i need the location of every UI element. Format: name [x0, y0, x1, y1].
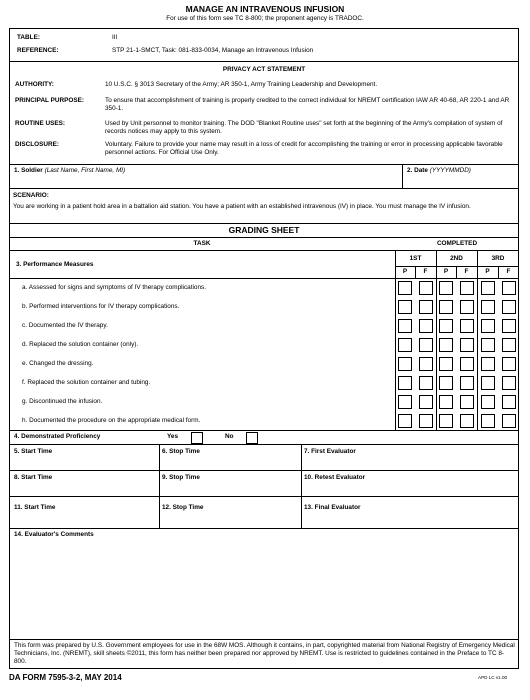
reference-value: STP 21-1-SMCT, Task: 081-833-0034, Manage an Intravenous Infusion: [112, 47, 314, 54]
measure-d-pass-checkbox[interactable]: [481, 338, 495, 352]
measure-h-pass-checkbox[interactable]: [439, 414, 453, 428]
scenario-label: SCENARIO:: [13, 192, 49, 199]
date-hint: (YYYYMMDD): [429, 167, 471, 174]
measure-a-pass-checkbox[interactable]: [481, 281, 495, 295]
measure-f-fail-checkbox[interactable]: [502, 376, 516, 390]
measure-a-pass-checkbox[interactable]: [398, 281, 412, 295]
pf-label: F: [423, 268, 428, 275]
start-time-8-field[interactable]: 8. Start Time: [14, 474, 53, 481]
pf-label: P: [443, 268, 449, 275]
start-time-5-field[interactable]: 5. Start Time: [14, 448, 53, 455]
measure-f-pass-checkbox[interactable]: [481, 376, 495, 390]
measure-h-fail-checkbox[interactable]: [419, 414, 433, 428]
measure-a-fail-checkbox[interactable]: [419, 281, 433, 295]
measure-b-pass-checkbox[interactable]: [398, 300, 412, 314]
measure-c-fail-checkbox[interactable]: [419, 319, 433, 333]
measure-g-pass-checkbox[interactable]: [398, 395, 412, 409]
measure-b-fail-checkbox[interactable]: [419, 300, 433, 314]
performance-measure-item: f. Replaced the solution container and tubing.: [22, 379, 151, 386]
measure-c-fail-checkbox[interactable]: [460, 319, 474, 333]
measure-g-fail-checkbox[interactable]: [419, 395, 433, 409]
performance-measure-item: d. Replaced the solution container (only).: [22, 341, 139, 348]
completed-header: COMPLETED: [436, 240, 478, 247]
measure-c-pass-checkbox[interactable]: [439, 319, 453, 333]
table-value: III: [112, 34, 118, 41]
performance-measure-item: a. Assessed for signs and symptoms of IV therapy complications.: [22, 284, 206, 291]
pf-label: P: [402, 268, 408, 275]
disclosure-text: Voluntary. Failure to provide your name may result in a loss of credit for accomplishing the training or error in processing applicable favorable personnel actions. For Official Use Only.: [105, 141, 503, 156]
pf-label: F: [464, 268, 469, 275]
performance-measure-item: h. Documented the procedure on the appropriate medical form.: [22, 417, 201, 424]
form-title: MANAGE AN INTRAVENOUS INFUSION: [185, 4, 345, 14]
scenario-text: You are working in a patient hold area in a battalion aid station. You have a patient with an established intravenous (IV) in place. You must manage the IV infusion.: [13, 203, 471, 210]
measure-h-pass-checkbox[interactable]: [481, 414, 495, 428]
proficiency-no-checkbox[interactable]: [246, 432, 258, 444]
measure-e-pass-checkbox[interactable]: [398, 357, 412, 371]
measure-c-pass-checkbox[interactable]: [398, 319, 412, 333]
performance-measure-item: g. Discontinued the infusion.: [22, 398, 103, 405]
proficiency-yes-checkbox[interactable]: [191, 432, 203, 444]
measure-h-fail-checkbox[interactable]: [460, 414, 474, 428]
measure-b-pass-checkbox[interactable]: [481, 300, 495, 314]
measure-b-fail-checkbox[interactable]: [502, 300, 516, 314]
authority-text: 10 U.S.C. § 3013 Secretary of the Army; AR 350-1, Army Training Leadership and Development.: [105, 81, 378, 88]
measure-c-fail-checkbox[interactable]: [502, 319, 516, 333]
attempt-1st: 1ST: [409, 255, 422, 262]
measure-h-fail-checkbox[interactable]: [502, 414, 516, 428]
authority-label: AUTHORITY:: [15, 81, 54, 88]
measure-a-pass-checkbox[interactable]: [439, 281, 453, 295]
soldier-field[interactable]: [14, 167, 399, 187]
performance-measure-item: b. Performed interventions for IV therapy complications.: [22, 303, 180, 310]
date-field[interactable]: [407, 167, 515, 187]
proficiency-yes-label: Yes: [167, 433, 179, 440]
attempt-2nd: 2ND: [450, 255, 463, 262]
measure-c-pass-checkbox[interactable]: [481, 319, 495, 333]
attempt-3rd: 3RD: [491, 255, 505, 262]
measure-f-pass-checkbox[interactable]: [398, 376, 412, 390]
measure-a-fail-checkbox[interactable]: [502, 281, 516, 295]
measure-g-fail-checkbox[interactable]: [502, 395, 516, 409]
date-label: 2. Date: [407, 167, 428, 174]
table-label: TABLE:: [17, 34, 40, 41]
measure-e-fail-checkbox[interactable]: [419, 357, 433, 371]
principal-purpose-label: PRINCIPAL PURPOSE:: [15, 97, 85, 104]
stop-time-9-field[interactable]: 9. Stop Time: [162, 474, 200, 481]
measure-g-pass-checkbox[interactable]: [481, 395, 495, 409]
comments-label: 14. Evaluator's Comments: [14, 531, 94, 538]
performance-measures-label: 3. Performance Measures: [16, 261, 94, 268]
soldier-label: 1. Soldier: [14, 167, 43, 174]
measure-e-pass-checkbox[interactable]: [439, 357, 453, 371]
soldier-hint: (Last Name, First Name, MI): [44, 167, 126, 174]
pf-label: F: [506, 268, 511, 275]
grading-sheet-title: GRADING SHEET: [228, 225, 300, 235]
measure-e-pass-checkbox[interactable]: [481, 357, 495, 371]
measure-d-fail-checkbox[interactable]: [419, 338, 433, 352]
form-id: DA FORM 7595-3-2, MAY 2014: [9, 673, 122, 682]
pf-label: P: [485, 268, 490, 275]
form-subtitle: For use of this form see TC 8-800; the proponent agency is TRADOC.: [166, 15, 364, 22]
performance-measure-item: e. Changed the dressing.: [22, 360, 94, 367]
stop-time-6-field[interactable]: 6. Stop Time: [162, 448, 200, 455]
retest-evaluator-field[interactable]: 10. Retest Evaluator: [304, 474, 366, 481]
routine-uses-text: Used by Unit personnel to monitor training. The DOD "Blanket Routine uses" set forth at the beginning of the Army's compilation of system of records notices may apply to this system.: [105, 120, 503, 135]
measure-f-pass-checkbox[interactable]: [439, 376, 453, 390]
final-evaluator-field[interactable]: 13. Final Evaluator: [304, 504, 361, 511]
proficiency-label: 4. Demonstrated Proficiency: [14, 433, 101, 440]
measure-b-fail-checkbox[interactable]: [460, 300, 474, 314]
measure-d-pass-checkbox[interactable]: [398, 338, 412, 352]
disclosure-label: DISCLOSURE:: [15, 141, 60, 148]
reference-label: REFERENCE:: [17, 47, 59, 54]
measure-f-fail-checkbox[interactable]: [419, 376, 433, 390]
privacy-heading: PRIVACY ACT STATEMENT: [222, 66, 306, 73]
principal-purpose-text: To ensure that accomplishment of training is properly credited to the correct individual for NREMT certification IAW AR 40-68, AR 220-1 and AR 350-1.: [105, 97, 510, 112]
measure-d-pass-checkbox[interactable]: [439, 338, 453, 352]
proficiency-no-label: No: [225, 433, 234, 440]
form-version: APD LC v1.00: [478, 675, 508, 680]
measure-h-pass-checkbox[interactable]: [398, 414, 412, 428]
measure-d-fail-checkbox[interactable]: [460, 338, 474, 352]
performance-measure-item: c. Documented the IV therapy.: [22, 322, 108, 329]
measure-g-pass-checkbox[interactable]: [439, 395, 453, 409]
start-time-11-field[interactable]: 11. Start Time: [14, 504, 56, 511]
routine-uses-label: ROUTINE USES:: [15, 120, 66, 127]
task-header: TASK: [193, 240, 211, 247]
stop-time-12-field[interactable]: 12. Stop Time: [162, 504, 204, 511]
first-evaluator-field[interactable]: 7. First Evaluator: [304, 448, 356, 455]
comments-area[interactable]: [12, 541, 516, 636]
measure-f-fail-checkbox[interactable]: [460, 376, 474, 390]
measure-a-fail-checkbox[interactable]: [460, 281, 474, 295]
footer-note: This form was prepared by U.S. Government employees for use in the 68W MOS. Although it contains, in part, copyrighted material from National Registry of Emergency Medical Technicians, Inc. (NREMT), skill sheets ©2011, this form has neither been prepared nor approved by NREMT. Use is restricted to guidelines contained in the Preface to TC 8-800.: [14, 642, 515, 665]
measure-b-pass-checkbox[interactable]: [439, 300, 453, 314]
measure-e-fail-checkbox[interactable]: [460, 357, 474, 371]
measure-e-fail-checkbox[interactable]: [502, 357, 516, 371]
measure-g-fail-checkbox[interactable]: [460, 395, 474, 409]
measure-d-fail-checkbox[interactable]: [502, 338, 516, 352]
